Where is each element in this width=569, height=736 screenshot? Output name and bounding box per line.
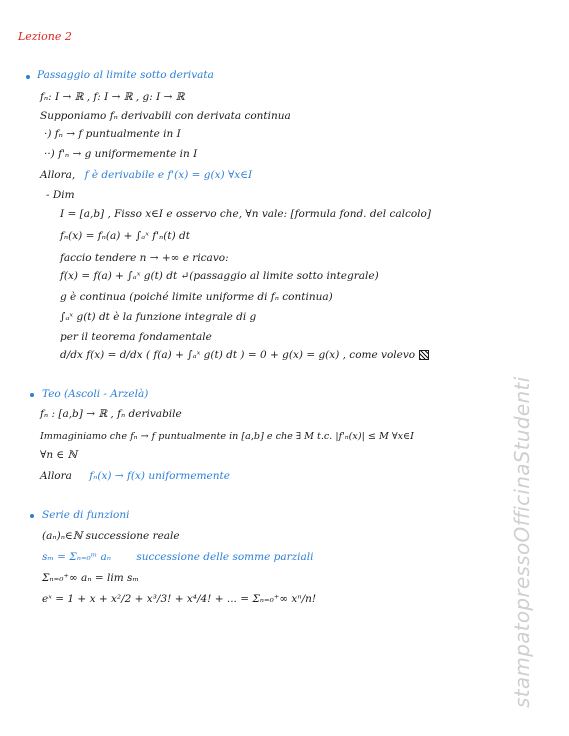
qed-icon [419, 350, 429, 360]
proof-line: f(x) = f(a) + ∫ₐˣ g(t) dt ↵(passaggio al limite sotto integrale) [60, 270, 379, 282]
proof-heading: - Dim [46, 189, 75, 201]
proof-line: fₙ(x) = fₙ(a) + ∫ₐˣ f'ₙ(t) dt [60, 230, 190, 242]
proof-line: faccio tendere n → +∞ e ricavo: [60, 252, 229, 264]
note-line: ··) f'ₙ → g uniformemente in I [44, 148, 198, 160]
proof-line: g è continua (poiché limite uniforme di fₙ continua) [60, 291, 333, 303]
partial-sums-line [42, 551, 314, 564]
note-line: Immaginiamo che fₙ → f puntualmente in [a,b] e che ∃ M t.c. |f'ₙ(x)| ≤ M ∀x∈I [40, 431, 414, 442]
partial-sums-formula: sₘ = Σₙ₌₀ᵐ aₙ [42, 551, 112, 563]
conclusion-statement: fₙ(x) → f(x) uniformemente [89, 470, 230, 482]
note-line: eˣ = 1 + x + x²/2 + x³/3! + x⁴/4! + ... = Σₙ₌₀⁺∞ xⁿ/n! [42, 593, 317, 605]
conclusion-prefix: Allora [40, 470, 72, 482]
bullet-icon [30, 393, 34, 397]
note-line: Σₙ₌₀⁺∞ aₙ = lim sₘ [42, 572, 139, 584]
note-line: fₙ : [a,b] → ℝ , fₙ derivabile [40, 408, 182, 420]
watermark: stampatopressoOfficinaStudenti [510, 376, 534, 708]
proof-line: per il teorema fondamentale [60, 331, 212, 343]
proof-line: I = [a,b] , Fisso x∈I e osservo che, ∀n vale: [formula fond. del calcolo] [60, 208, 431, 220]
note-line: ·) fₙ → f puntualmente in I [44, 128, 181, 140]
bullet-icon [30, 514, 34, 518]
note-line: Supponiamo fₙ derivabili con derivata continua [40, 110, 291, 122]
section-title-limit-derivative: Passaggio al limite sotto derivata [37, 69, 214, 81]
proof-final-text: d/dx f(x) = d/dx ( f(a) + ∫ₐˣ g(t) dt ) = 0 + g(x) = g(x) , come volevo [60, 349, 416, 361]
note-line: (aₙ)ₙ∈ℕ successione reale [42, 530, 180, 542]
note-line: ∀n ∈ ℕ [40, 449, 78, 461]
conclusion-prefix: Allora, [40, 169, 76, 181]
conclusion-line [40, 470, 230, 483]
proof-final-line [60, 349, 429, 362]
conclusion-line [40, 169, 252, 182]
lesson-title: Lezione 2 [18, 30, 72, 43]
conclusion-statement: f è derivabile e f'(x) = g(x) ∀x∈I [84, 169, 253, 181]
bullet-icon [26, 75, 30, 79]
note-line: fₙ: I → ℝ , f: I → ℝ , g: I → ℝ [40, 91, 185, 103]
section-title-function-series: Serie di funzioni [42, 509, 130, 521]
partial-sums-description: successione delle somme parziali [136, 551, 314, 563]
proof-line: ∫ₐˣ g(t) dt è la funzione integrale di g [60, 311, 257, 323]
section-title-ascoli-arzela: Teo (Ascoli - Arzelà) [42, 388, 149, 400]
